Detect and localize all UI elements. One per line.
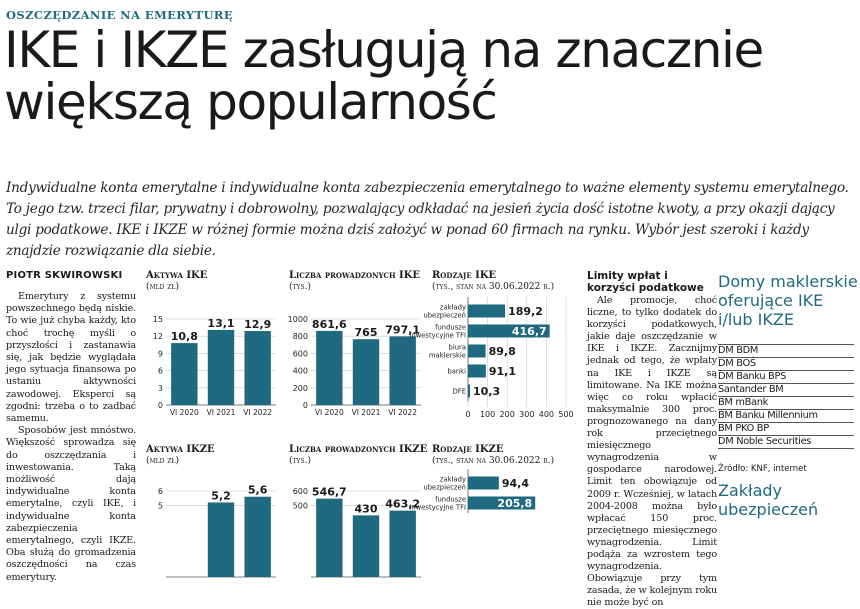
chart-title: Rodzaje IKZE xyxy=(432,444,504,455)
list-item: DM BDM xyxy=(718,344,854,357)
y-tick-label: 1000 xyxy=(287,315,308,324)
data-label: 430 xyxy=(354,502,378,516)
bar xyxy=(389,511,415,577)
data-label: 416,7 xyxy=(511,325,547,338)
list-item: BM Banku Millennium xyxy=(718,409,854,422)
bar xyxy=(244,497,270,577)
body-paragraph: Emerytury z systemu powszechnego będą niskie. To wie już chyba każdy, kto choć trochę myśli o przyszłości i zastanawia się, jak będzie wyglądała jego sytuacja finansowa po ustaniu aktywności zawodowej. Eksperci są zgodni: trzeba o to zadbać samemu. xyxy=(6,291,136,425)
data-label: 94,4 xyxy=(501,477,529,490)
y-tick-label: 6 xyxy=(157,487,163,496)
list-item: BM mBank xyxy=(718,396,854,409)
bar xyxy=(244,331,270,405)
source-note: Źródło: KNF, internet xyxy=(718,464,807,474)
chart-title: Liczba prowadzonych IKZE xyxy=(289,444,428,455)
chart-title: Rodzaje IKE xyxy=(432,270,497,281)
data-label: 861,6 xyxy=(311,317,347,331)
y-tick-label: 600 xyxy=(292,349,308,359)
x-tick-label: VI 2021 xyxy=(351,408,381,417)
chart-subtitle: (tys., stan na 30.06.2022 r.) xyxy=(432,282,555,292)
chart-body xyxy=(409,297,573,419)
data-label: 5,2 xyxy=(211,489,231,503)
section-kicker: OSZCZĘDZANIE NA EMERYTURĘ xyxy=(6,8,234,22)
data-label: 205,8 xyxy=(497,497,533,510)
bar xyxy=(468,477,499,490)
bar xyxy=(171,343,197,405)
chart-liczba-ike xyxy=(289,268,429,418)
y-tick-label: 0 xyxy=(157,401,163,410)
headline: IKE i IKZE zasługują na znacznie większą popularność xyxy=(4,21,763,131)
brokers-list xyxy=(718,344,854,449)
sidebar-title: Limity wpłat i korzyści podatkowe xyxy=(587,270,704,294)
chart-subtitle: (mld zł) xyxy=(146,456,180,466)
bar xyxy=(468,305,505,318)
y-tick-label: 9 xyxy=(157,349,163,359)
data-label: 463,2 xyxy=(385,497,421,511)
bar xyxy=(353,515,379,577)
category-label: ubezpieczeń xyxy=(423,483,466,492)
data-label: 10,8 xyxy=(170,330,198,344)
x-tick-label: 500 xyxy=(558,410,574,419)
category-label: DFE xyxy=(452,387,466,396)
x-tick-label: VI 2022 xyxy=(388,408,418,417)
data-label: 765 xyxy=(354,326,378,340)
data-label: 10,3 xyxy=(473,385,501,398)
y-tick-label: 3 xyxy=(157,383,163,393)
category-label: inwestycyjne TFI xyxy=(409,503,466,512)
x-tick-label: VI 2021 xyxy=(206,408,236,417)
category-label: inwestycyjne TFI xyxy=(409,331,466,340)
data-label: 546,7 xyxy=(311,485,347,499)
chart-subtitle: (tys.) xyxy=(289,282,311,292)
chart-body xyxy=(153,315,276,417)
list-item: Santander BM xyxy=(718,383,854,396)
y-tick-label: 400 xyxy=(292,366,308,376)
x-tick-label: 0 xyxy=(465,410,471,419)
bar xyxy=(389,336,415,405)
chart-liczba-ikze xyxy=(289,440,429,516)
y-tick-label: 15 xyxy=(152,315,163,324)
body-paragraph: Sposobów jest mnóstwo. Większość sprowadza się do oszczędzania i inwestowania. Taką możliwość dają indywidualne konta emerytalne, czyli IKE, i indywidualne konta zabezpieczenia emerytalnego, czyli IKZE. Oba służą do gromadzenia oszczędności na czas emerytury. xyxy=(6,425,136,583)
chart-aktywa-ike xyxy=(146,268,286,418)
x-tick-label: 300 xyxy=(519,410,535,419)
lead-paragraph: Indywidualne konta emerytalne i indywidualne konta zabezpieczenia emerytalnego to ważne elementy systemu emerytalnego. To jego tzw. trzeci filar, prywatny i dobrowolny, pozwalający odkładać na jesień życia dość istotne kwoty, a przy okazji dający ulgi podatkowe. IKE i IKZE w różnej formie można dziś założyć w ponad 60 firmach na rynku. Wybór jest szeroki i każdy znajdzie rozwiązanie dla siebie. xyxy=(6,180,849,259)
y-tick-label: 200 xyxy=(292,383,308,393)
category-label: zakłady xyxy=(439,303,466,312)
category-label: banki xyxy=(447,367,466,376)
chart-body xyxy=(288,315,421,417)
chart-title: Aktywa IKE xyxy=(146,270,208,281)
x-tick-label: 100 xyxy=(479,410,496,419)
x-tick-label: 200 xyxy=(499,410,515,419)
brokers-box-title: Domy maklerskie oferujące IKE i/lub IKZE xyxy=(718,272,858,329)
data-label: 13,1 xyxy=(207,316,235,330)
bar xyxy=(468,365,486,378)
chart-body xyxy=(293,486,421,577)
category-label: ubezpieczeń xyxy=(423,311,466,320)
bar xyxy=(468,385,470,398)
category-label: maklerskie xyxy=(428,351,466,360)
chart-subtitle: (tys.) xyxy=(289,456,311,466)
author-byline: PIOTR SKWIROWSKI xyxy=(6,270,123,281)
x-tick-label: VI 2020 xyxy=(169,408,199,417)
list-item: DM Banku BPS xyxy=(718,370,854,383)
bar xyxy=(316,499,342,577)
list-item: DM Noble Securities xyxy=(718,435,854,449)
chart-rodzaje-ikze xyxy=(409,440,582,512)
article-body-right xyxy=(587,295,717,609)
x-tick-label: VI 2022 xyxy=(243,408,273,417)
data-label: 12,9 xyxy=(244,318,272,332)
y-tick-label: 0 xyxy=(302,401,308,410)
bar xyxy=(208,502,234,577)
insurers-box-title: Zakłady ubezpieczeń xyxy=(718,481,819,519)
bar xyxy=(208,330,234,405)
chart-body xyxy=(158,484,276,577)
chart-subtitle: (mld zł) xyxy=(146,282,180,292)
y-tick-label: 800 xyxy=(292,332,308,342)
category-label: zakłady xyxy=(439,475,466,484)
x-tick-label: VI 2020 xyxy=(314,408,344,417)
category-label: fundusze xyxy=(435,323,466,332)
y-tick-label: 12 xyxy=(152,332,163,342)
chart-rodzaje-ike xyxy=(409,268,582,419)
y-tick-label: 500 xyxy=(292,501,308,511)
article-body-left xyxy=(6,291,136,584)
chart-aktywa-ikze xyxy=(146,440,286,509)
y-tick-label: 6 xyxy=(157,366,163,376)
chart-title: Aktywa IKZE xyxy=(146,444,215,455)
list-item: DM BOŚ xyxy=(718,357,854,370)
data-label: 91,1 xyxy=(488,365,516,378)
y-tick-label: 5 xyxy=(157,501,163,511)
data-label: 189,2 xyxy=(508,305,543,318)
list-item: BM PKO BP xyxy=(718,422,854,435)
data-label: 5,6 xyxy=(247,483,268,497)
x-tick-label: 400 xyxy=(538,410,555,419)
chart-title: Liczba prowadzonych IKE xyxy=(289,270,421,281)
category-label: biura xyxy=(448,343,466,352)
chart-subtitle: (tys., stan na 30.06.2022 r.) xyxy=(432,456,555,466)
data-label: 797,1 xyxy=(385,323,421,337)
bar xyxy=(316,331,342,405)
body-paragraph: Ale promocje, choć liczne, to tylko dodatek do korzyści podatkowych, jakie daje oszczędzanie w IKE i IKZE. Zacznijmy jednak od tego, że wpłaty na IKE i IKZE są limitowane. Na IKE można więc co roku wpłacić maksymalnie 300 proc. prognozowanego na dany rok przeciętnego miesięcznego wynagrodzenia w gospodarce narodowej. Limit ten obowiązuje od 2009 r. Wcześniej, w latach 2004-2008 można było wpłacać 150 proc. przeciętnego miesięcznego wynagrodzenia. Limit podąża za wzrostem tego wynagrodzenia. Obowiązuje przy tym zasada, że w kolejnym roku nie może być on xyxy=(587,295,717,609)
y-tick-label: 600 xyxy=(292,487,308,496)
data-label: 89,8 xyxy=(488,345,516,358)
category-label: fundusze xyxy=(435,495,466,504)
bar xyxy=(353,339,379,405)
bar xyxy=(468,345,486,358)
